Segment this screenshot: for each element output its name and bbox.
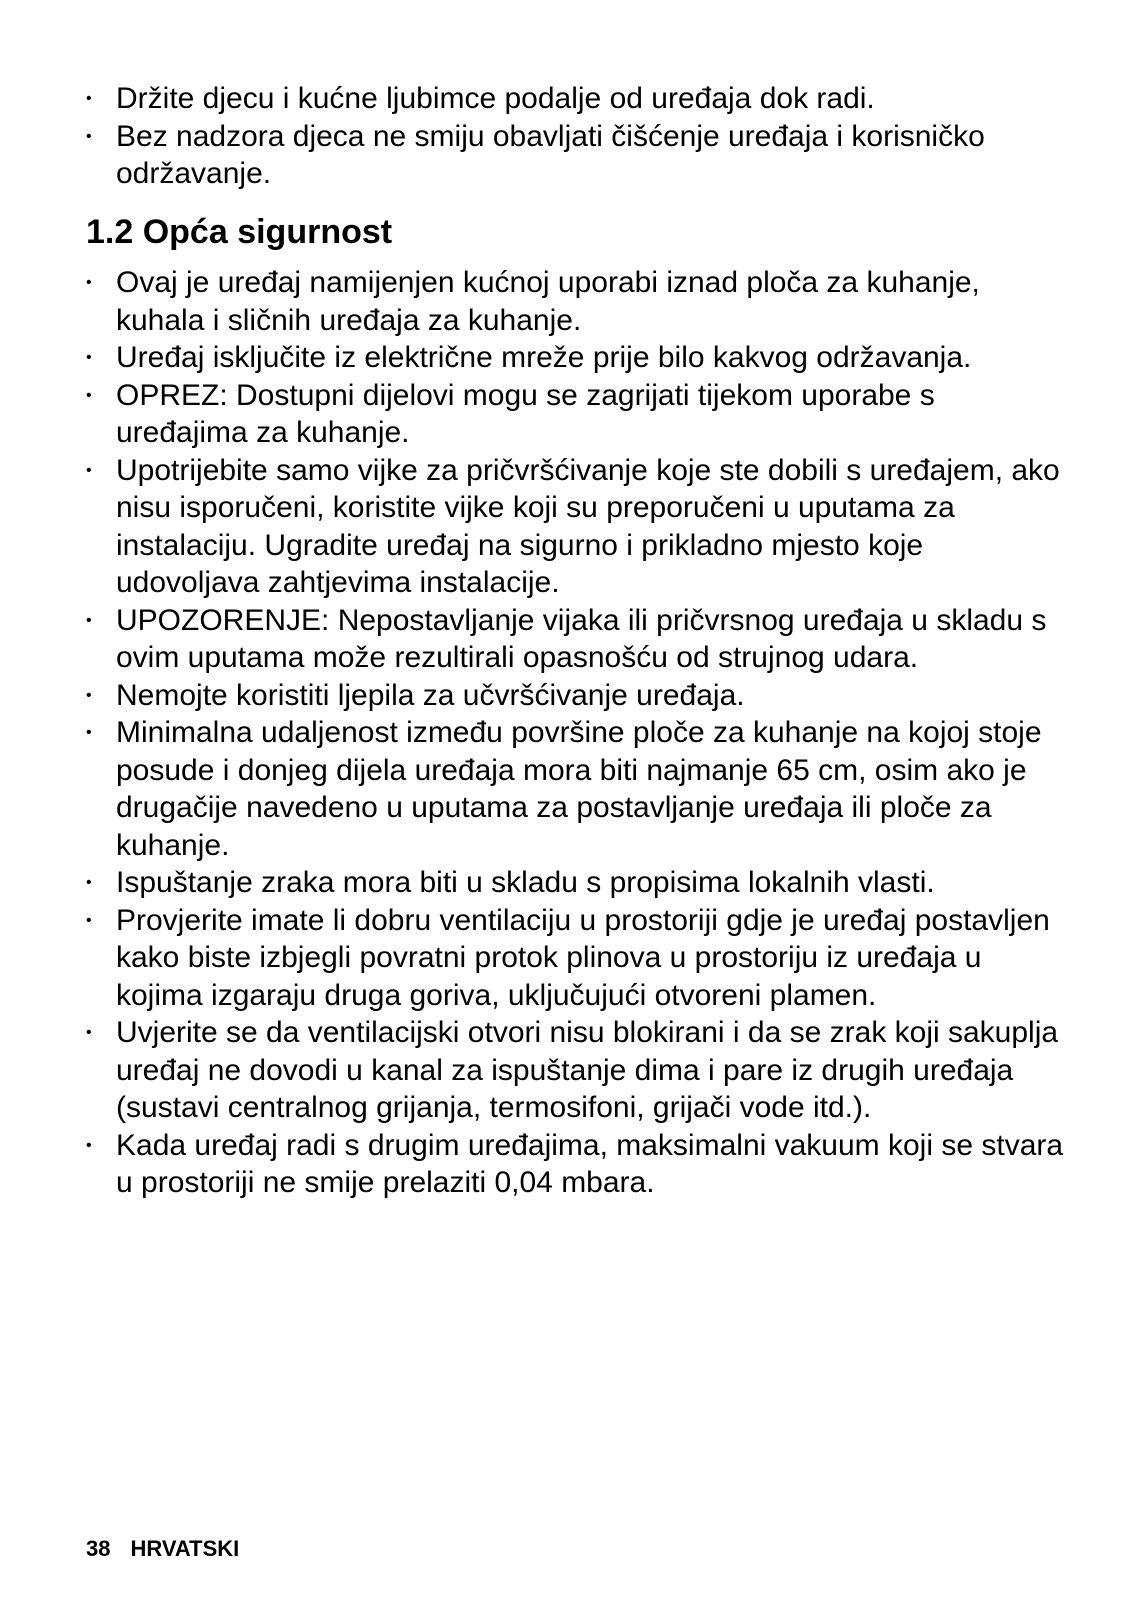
- list-item: [86, 118, 1066, 193]
- safety-bullet-list: [86, 264, 1066, 1202]
- bullet-icon: •: [86, 274, 92, 291]
- list-item: [86, 1014, 1066, 1127]
- footer-language: HRVATSKI: [130, 1536, 240, 1561]
- bullet-icon: •: [86, 1024, 92, 1041]
- list-item-text: Upotrijebite samo vijke za pričvršćivanje koje ste dobili s uređajem, ako nisu isporučeni, koristite vijke koji su preporučeni u uputama za instalaciju. Ugradite uređaj na sigurno i prikladno mjesto koje udovoljava zahtjevima instalacije.: [116, 453, 1060, 599]
- bullet-icon: •: [86, 724, 92, 741]
- intro-bullet-list: [86, 80, 1066, 193]
- list-item-text: Uređaj isključite iz električne mreže prije bilo kakvog održavanja.: [116, 341, 972, 374]
- list-item-text: Ovaj je uređaj namijenjen kućnoj uporabi iznad ploča za kuhanje, kuhala i sličnih uređaja za kuhanje.: [116, 266, 980, 337]
- bullet-icon: •: [86, 611, 92, 629]
- list-item: [86, 864, 1066, 902]
- bullet-icon: •: [86, 911, 92, 929]
- list-item: [86, 677, 1066, 715]
- list-item: [86, 902, 1066, 1015]
- list-item-text: Uvjerite se da ventilacijski otvori nisu blokirani i da se zrak koji sakuplja uređaj ne dovodi u kanal za ispuštanje dima i pare iz drugih uređaja (sustavi centralnog grijanja, termosifoni, grijači vode itd.).: [116, 1016, 1059, 1124]
- bullet-icon: •: [86, 1136, 92, 1154]
- list-item: [86, 80, 1066, 118]
- list-item-text: UPOZORENJE: Nepostavljanje vijaka ili pričvrsnog uređaja u skladu s ovim uputama može rezultirali opasnošću od strujnog udara.: [116, 603, 1047, 674]
- list-item-text: Kada uređaj radi s drugim uređajima, maksimalni vakuum koji se stvara u prostoriji ne smije prelaziti 0,04 mbara.: [116, 1128, 1064, 1199]
- list-item: [86, 714, 1066, 864]
- list-item: [86, 264, 1066, 339]
- list-item: [86, 339, 1066, 377]
- list-item-text: Nemojte koristiti ljepila za učvršćivanje uređaja.: [116, 678, 745, 712]
- bullet-icon: •: [86, 90, 92, 107]
- bullet-icon: •: [86, 874, 92, 891]
- bullet-icon: •: [86, 127, 92, 145]
- list-item-text: Minimalna udaljenost između površine ploče za kuhanje na kojoj stoje posude i donjeg dijela uređaja mora biti najmanje 65 cm, osim ako je drugačije navedeno u uputama za postavljanje uređaja ili ploče za kuhanje.: [116, 716, 1042, 862]
- list-item: [86, 1127, 1066, 1202]
- list-item-text: Bez nadzora djeca ne smiju obavljati čišćenje uređaja i korisničko održavanje.: [116, 119, 985, 190]
- bullet-icon: •: [86, 686, 92, 704]
- section-heading: 1.2 Opća sigurnost: [86, 213, 393, 251]
- list-item-text: Ispuštanje zraka mora biti u skladu s propisima lokalnih vlasti.: [116, 866, 935, 899]
- bullet-icon: •: [86, 386, 92, 404]
- list-item: [86, 602, 1066, 677]
- page-footer: [86, 1535, 239, 1563]
- list-item-text: Provjerite imate li dobru ventilaciju u prostoriji gdje je uređaj postavljen kako biste izbjegli povratni protok plinova u prostoriju iz uređaja u kojima izgaraju druga goriva, uključujući otvoreni plamen.: [116, 903, 1050, 1012]
- list-item: [86, 452, 1066, 602]
- page-number: 38: [86, 1536, 111, 1561]
- list-item-text: OPREZ: Dostupni dijelovi mogu se zagrijati tijekom uporabe s uređajima za kuhanje.: [116, 378, 935, 449]
- list-item-text: Držite djecu i kućne ljubimce podalje od uređaja dok radi.: [116, 82, 875, 115]
- bullet-icon: •: [86, 349, 92, 366]
- list-item: [86, 377, 1066, 452]
- bullet-icon: •: [86, 461, 92, 479]
